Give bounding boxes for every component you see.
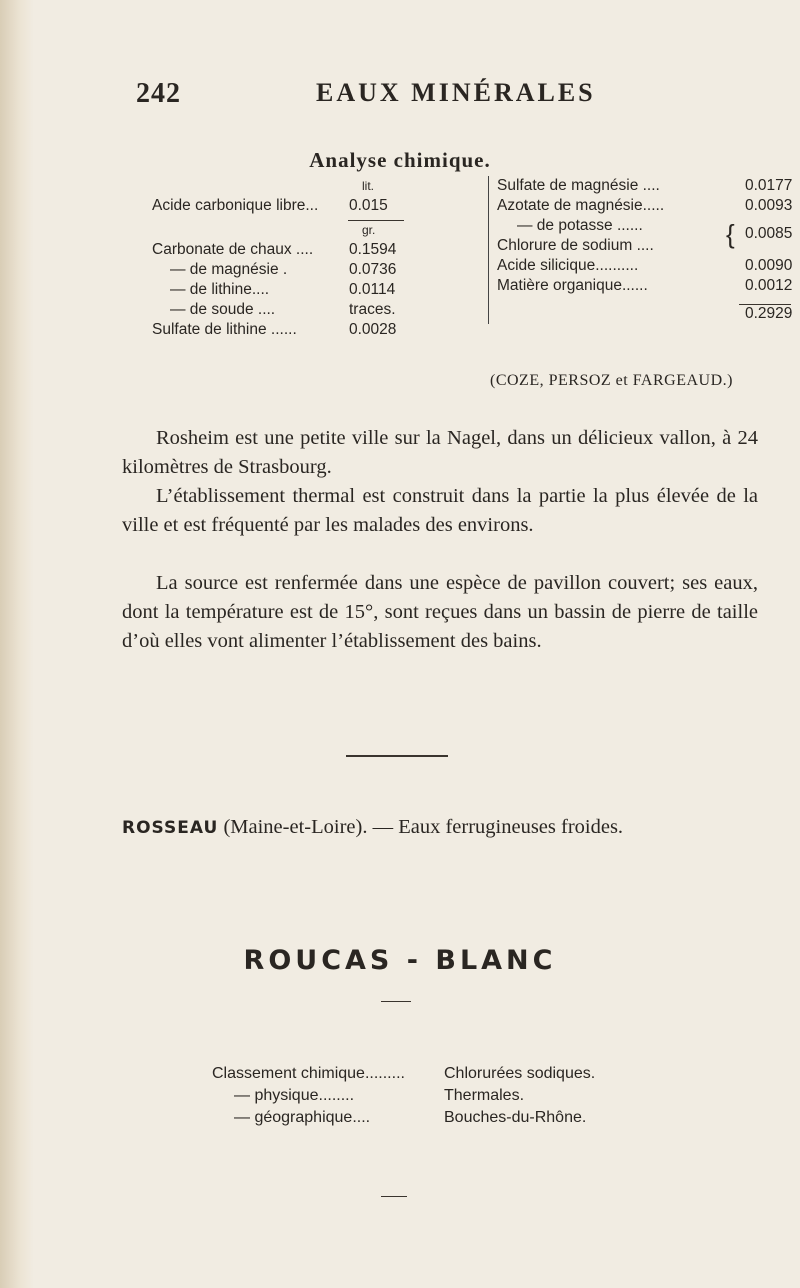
- entry-heading: ROSSEAU: [122, 818, 219, 838]
- total-row: [497, 304, 797, 324]
- grouped-value: 0.0085: [745, 225, 793, 242]
- analysis-row: [497, 176, 797, 196]
- compound-value: 0.0114: [349, 281, 396, 298]
- compound-value: 0.0012: [745, 277, 793, 294]
- compound-name: — de soude ....: [170, 301, 276, 318]
- analysis-row: [152, 280, 472, 300]
- paragraph: Rosheim est une petite ville sur la Nagel, dans un délicieux vallon, à 24 kilomètres de Strasbourg.: [122, 427, 758, 478]
- classification-row: [212, 1063, 712, 1085]
- classification-value: Chlorurées sodiques.: [444, 1065, 596, 1082]
- analysis-row: [152, 320, 472, 340]
- compound-value: 0.0177: [745, 177, 793, 194]
- classification-row: [212, 1107, 712, 1129]
- paragraph: L’établissement thermal est construit dans la partie la plus élevée de la ville et est fréquenté par les malades des environs.: [122, 485, 758, 536]
- unit-gr: gr.: [362, 223, 376, 237]
- entry-text: (Maine-et-Loire). — Eaux ferrugineuses froides.: [218, 816, 624, 838]
- compound-name: — de lithine....: [170, 281, 270, 298]
- section-title: ROUCAS - BLANC: [243, 945, 557, 976]
- page-edge-shadow: [0, 0, 34, 1288]
- analysis-row: [152, 300, 472, 320]
- classification-key: — physique........: [234, 1087, 355, 1104]
- compound-name: — de magnésie .: [170, 261, 288, 278]
- analysis-row: [152, 240, 472, 260]
- compound-value: 0.0093: [745, 197, 793, 214]
- analysis-row: [497, 276, 797, 296]
- analysis-row: [497, 256, 797, 276]
- unit-lit: lit.: [362, 179, 374, 193]
- section-divider: [346, 755, 448, 757]
- running-title: EAUX MINÉRALES: [316, 78, 596, 107]
- analysis-row: [152, 260, 472, 280]
- classification-row: [212, 1085, 712, 1107]
- compound-value: 0.1594: [349, 241, 397, 258]
- analysis-right-column: [488, 176, 797, 324]
- page-header: [0, 74, 800, 114]
- classification-key: Classement chimique.........: [212, 1065, 405, 1082]
- compound-name: — de potasse ......: [517, 217, 643, 234]
- divider: [381, 1196, 407, 1197]
- compound-name: Sulfate de magnésie ....: [497, 177, 660, 194]
- compound-name: Matière organique......: [497, 277, 648, 294]
- analysis-row: [497, 196, 797, 216]
- compound-name: Carbonate de chaux ....: [152, 241, 314, 258]
- classification-value: Bouches-du-Rhône.: [444, 1109, 587, 1126]
- compound-value: 0.0736: [349, 261, 397, 278]
- classification-key: — géographique....: [234, 1109, 371, 1126]
- page-number: 242: [136, 78, 181, 109]
- classification-value: Thermales.: [444, 1087, 525, 1104]
- compound-value: 0.0090: [745, 257, 793, 274]
- compound-name: Chlorure de sodium ....: [497, 237, 654, 254]
- unit-row: [152, 220, 472, 240]
- citation: (COZE, PERSOZ et FARGEAUD.): [490, 372, 733, 389]
- rosseau-entry: [122, 813, 762, 843]
- compound-name: Azotate de magnésie.....: [497, 197, 665, 214]
- compound-name: Acide silicique..........: [497, 257, 639, 274]
- brace: {: [726, 219, 735, 249]
- paragraph: La source est renfermée dans une espèce de pavillon couvert; ses eaux, dont la température est de 15°, sont reçues dans un bassin de pierre de taille d’où elles vont alimenter l’établissement des bains.: [122, 572, 758, 652]
- total-value: 0.2929: [745, 305, 793, 322]
- unit-row: [152, 176, 472, 196]
- compound-value: 0.015: [349, 197, 388, 214]
- compound-value: traces.: [349, 301, 396, 318]
- compound-name: Acide carbonique libre...: [152, 197, 319, 214]
- divider: [381, 1001, 411, 1002]
- analysis-row: [152, 196, 472, 216]
- compound-name: Sulfate de lithine ......: [152, 321, 297, 338]
- analysis-title: Analyse chimique.: [309, 148, 491, 172]
- analysis-left-column: [152, 176, 472, 340]
- compound-value: 0.0028: [349, 321, 397, 338]
- classification-table: [212, 1063, 712, 1129]
